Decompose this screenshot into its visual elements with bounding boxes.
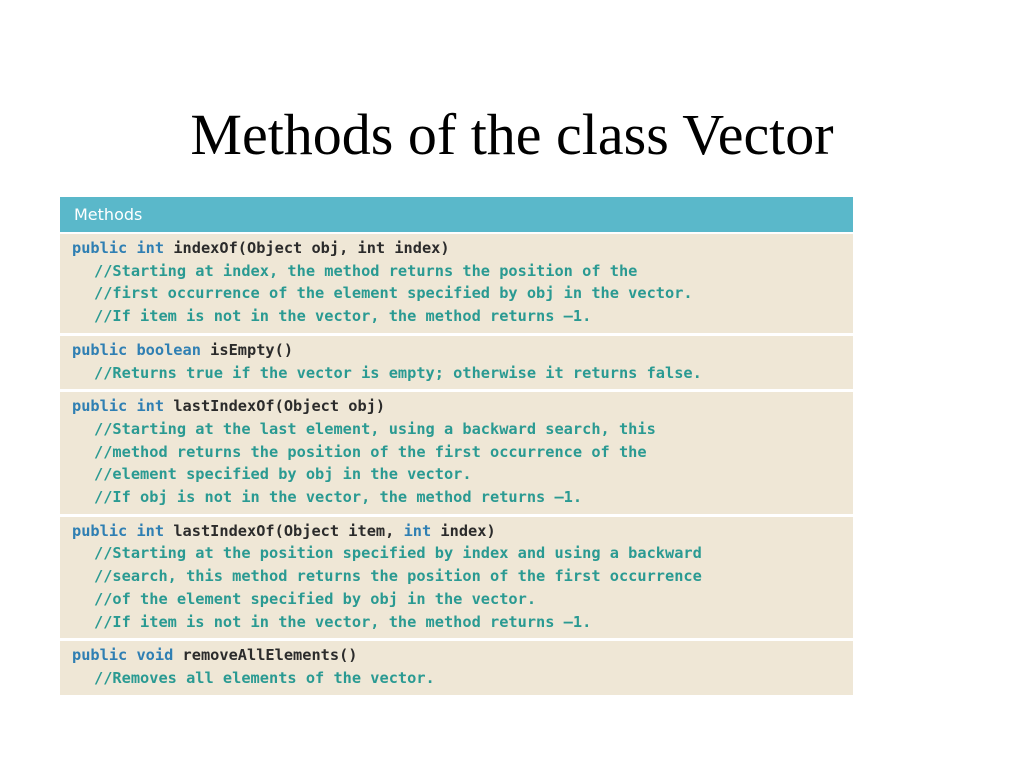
signature-keyword: public int: [72, 521, 165, 540]
method-signature: [72, 237, 853, 260]
signature-keyword: public void: [72, 646, 174, 665]
signature-text: index): [431, 521, 496, 540]
method-comment: //Removes all elements of the vector.: [94, 668, 435, 687]
method-row: [60, 514, 853, 639]
signature-text: lastIndexOf(Object obj): [164, 397, 386, 416]
method-signature: [72, 339, 853, 362]
method-comment: //of the element specified by obj in the vector.: [94, 589, 537, 608]
signature-keyword: public int: [72, 397, 165, 416]
signature-text: isEmpty(): [200, 340, 294, 359]
signature-text: removeAllElements(): [173, 646, 358, 665]
method-row: [60, 232, 853, 333]
signature-text: indexOf(Object obj, int index): [164, 239, 450, 257]
signature-keyword: public int: [72, 239, 165, 257]
method-comment: //element specified by obj in the vector.: [94, 465, 472, 484]
method-row: [60, 333, 853, 389]
method-comment: //If obj is not in the vector, the method returns –1.: [94, 488, 583, 507]
method-row: [60, 389, 853, 514]
method-comment: //first occurrence of the element specified by obj in the vector.: [94, 284, 693, 303]
method-signature: [72, 395, 853, 418]
method-comment: //method returns the position of the first occurrence of the: [94, 442, 647, 461]
method-comment: //Starting at the position specified by index and using a backward: [94, 544, 702, 563]
method-comment: //Returns true if the vector is empty; otherwise it returns false.: [94, 363, 702, 382]
method-comment: //Starting at index, the method returns the position of the: [94, 261, 638, 280]
method-signature: [72, 644, 853, 667]
method-rows: [60, 232, 853, 695]
method-comment: //Starting at the last element, using a backward search, this: [94, 419, 656, 438]
method-comment: //search, this method returns the position of the first occurrence: [94, 567, 702, 586]
method-signature: [72, 520, 853, 543]
table-header: Methods: [60, 197, 853, 232]
method-row: [60, 638, 853, 694]
signature-keyword: public boolean: [72, 340, 201, 359]
method-comment: //If item is not in the vector, the method returns –1.: [94, 307, 592, 326]
signature-keyword: int: [403, 521, 432, 540]
signature-text: lastIndexOf(Object item,: [164, 521, 404, 540]
method-comment: //If item is not in the vector, the method returns –1.: [94, 612, 592, 631]
slide-title: Methods of the class Vector: [190, 102, 834, 167]
methods-table: [60, 197, 853, 695]
